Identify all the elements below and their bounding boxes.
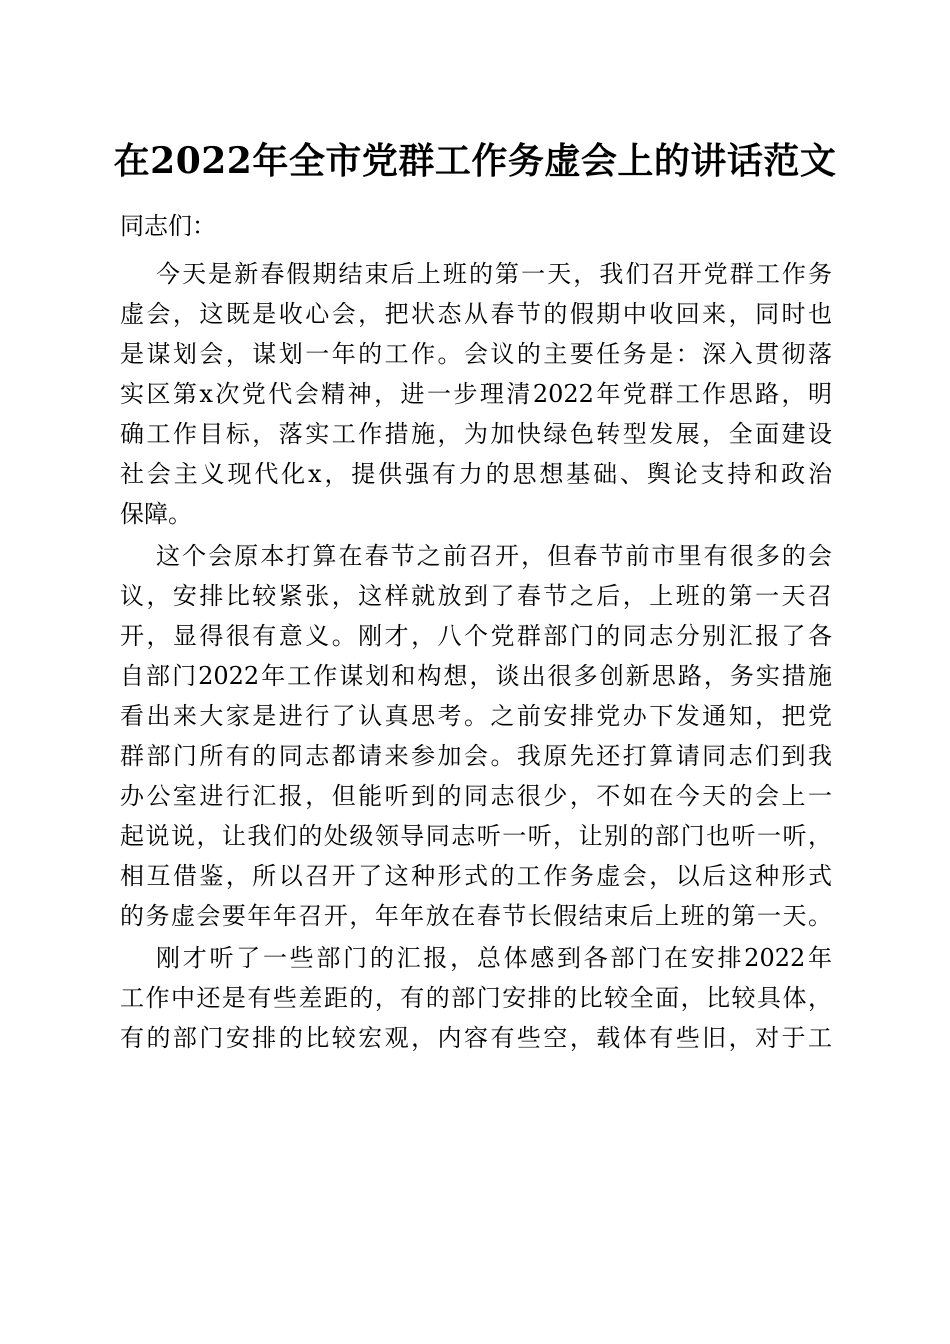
text-line: 今天是新春假期结束后上班的第一天，我们召开党群工作务 — [156, 260, 832, 288]
text-line: 开，显得很有意义。刚才，八个党群部门的同志分别汇报了各 — [120, 622, 832, 650]
text-line: 相互借鉴，所以召开了这种形式的工作务虚会，以后这种形式 — [120, 862, 832, 890]
text-line: 看出来大家是进行了认真思考。之前安排党办下发通知，把党 — [120, 702, 832, 730]
text-line: 起说说，让我们的处级领导同志听一听，让别的部门也听一听， — [120, 822, 832, 850]
document-title: 在2022年全市党群工作务虚会上的讲话范文 — [113, 140, 837, 182]
text-line: 办公室进行汇报，但能听到的同志很少，不如在今天的会上一 — [120, 782, 832, 810]
text-line: 这个会原本打算在春节之前召开，但春节前市里有很多的会 — [156, 542, 832, 570]
paragraph-2 — [120, 536, 832, 936]
text-line: 议，安排比较紧张，这样就放到了春节之后，上班的第一天召 — [120, 582, 832, 610]
salutation: 同志们： — [120, 212, 216, 240]
text-line: 实区第x次党代会精神，进一步理清2022年党群工作思路，明 — [120, 380, 832, 408]
text-line: 有的部门安排的比较宏观，内容有些空，载体有些旧，对于工 — [120, 1024, 832, 1052]
paragraph-1 — [120, 254, 832, 534]
text-line: 刚才听了一些部门的汇报，总体感到各部门在安排2022年 — [156, 944, 832, 972]
text-line: 社会主义现代化x，提供强有力的思想基础、舆论支持和政治 — [120, 460, 832, 488]
paragraph-3 — [120, 938, 832, 1058]
document-body — [120, 206, 832, 1060]
text-line: 的务虚会要年年召开，年年放在春节长假结束后上班的第一天。 — [120, 902, 832, 930]
text-line: 是谋划会，谋划一年的工作。会议的主要任务是：深入贯彻落 — [120, 340, 832, 368]
text-line: 确工作目标，落实工作措施，为加快绿色转型发展，全面建设 — [120, 420, 832, 448]
text-line: 保障。 — [120, 500, 192, 528]
text-line: 群部门所有的同志都请来参加会。我原先还打算请同志们到我 — [120, 742, 832, 770]
text-line: 虚会，这既是收心会，把状态从春节的假期中收回来，同时也 — [120, 300, 832, 328]
text-line: 自部门2022年工作谋划和构想，谈出很多创新思路，务实措施 — [120, 662, 832, 690]
text-line: 工作中还是有些差距的，有的部门安排的比较全面，比较具体， — [120, 984, 832, 1012]
